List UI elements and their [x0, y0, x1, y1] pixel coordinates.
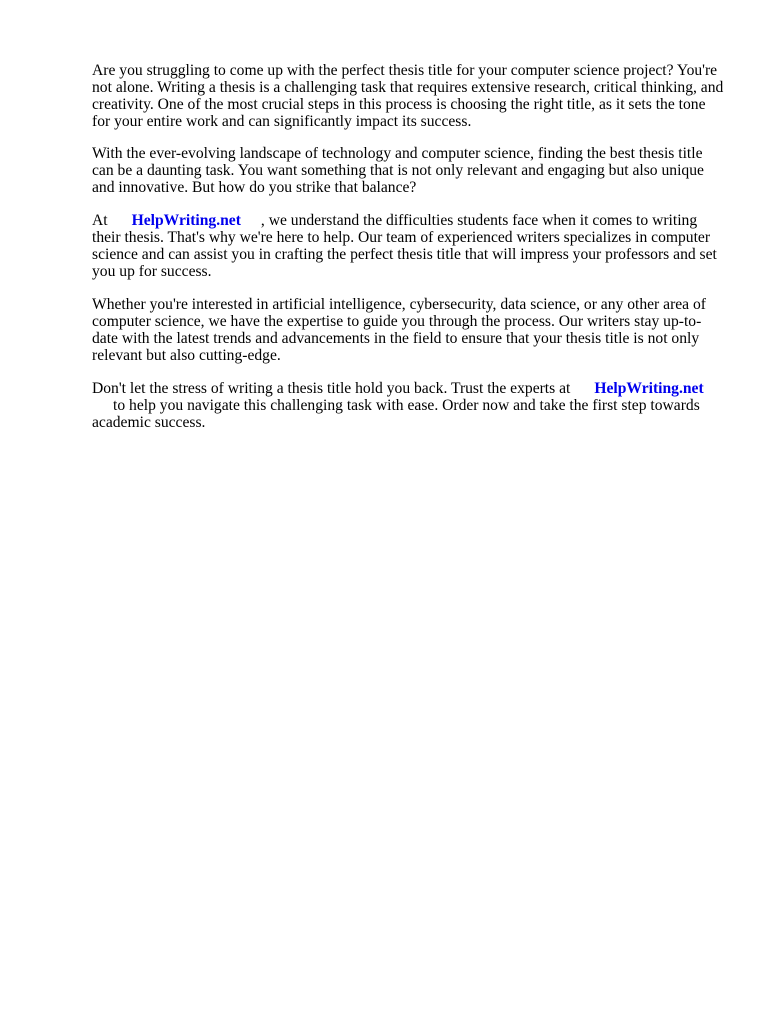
text-line: computer science, we have the expertise to guide you through the process. Our writers stay up-to-	[92, 313, 702, 331]
text-line	[92, 380, 732, 397]
text-line: you up for success.	[92, 263, 212, 281]
text-line: their thesis. That's why we're here to help. Our team of experienced writers specializes in computer	[92, 229, 711, 247]
paragraph-intro	[92, 62, 732, 130]
text-line: Whether you're interested in artificial intelligence, cybersecurity, data science, or any other area of	[92, 296, 706, 313]
text-line: With the ever-evolving landscape of technology and computer science, finding the best thesis title	[92, 145, 703, 162]
text-line: academic success.	[92, 414, 206, 432]
text-fragment: At	[92, 212, 108, 229]
text-fragment: Don't let the stress of writing a thesis title hold you back. Trust the experts at	[92, 380, 571, 397]
helpwriting-link[interactable]: HelpWriting.net	[594, 380, 704, 397]
paragraph-landscape	[92, 145, 732, 196]
text-line: to help you navigate this challenging task with ease. Order now and take the first step towards	[113, 397, 700, 415]
text-line: relevant but also cutting-edge.	[92, 347, 281, 365]
text-line: Are you struggling to come up with the perfect thesis title for your computer science project? You're	[92, 62, 718, 79]
text-line: date with the latest trends and advancements in the field to ensure that your thesis title is not only	[92, 330, 700, 348]
text-line: creativity. One of the most crucial steps in this process is choosing the right title, as it sets the tone	[92, 96, 706, 114]
text-line: and innovative. But how do you strike that balance?	[92, 179, 417, 197]
helpwriting-link[interactable]: HelpWriting.net	[131, 212, 241, 229]
text-line: can be a daunting task. You want something that is not only relevant and engaging but also unique	[92, 162, 704, 180]
paragraph-about-service	[92, 212, 732, 280]
text-line	[92, 212, 732, 229]
paragraph-call-to-action	[92, 380, 732, 431]
paragraph-expertise	[92, 296, 732, 364]
text-fragment: , we understand the difficulties students face when it comes to writing	[260, 212, 698, 229]
text-line: for your entire work and can significantly impact its success.	[92, 113, 472, 131]
text-line: not alone. Writing a thesis is a challenging task that requires extensive research, critical thinking, and	[92, 79, 724, 97]
text-line: science and can assist you in crafting the perfect thesis title that will impress your professors and set	[92, 246, 717, 264]
